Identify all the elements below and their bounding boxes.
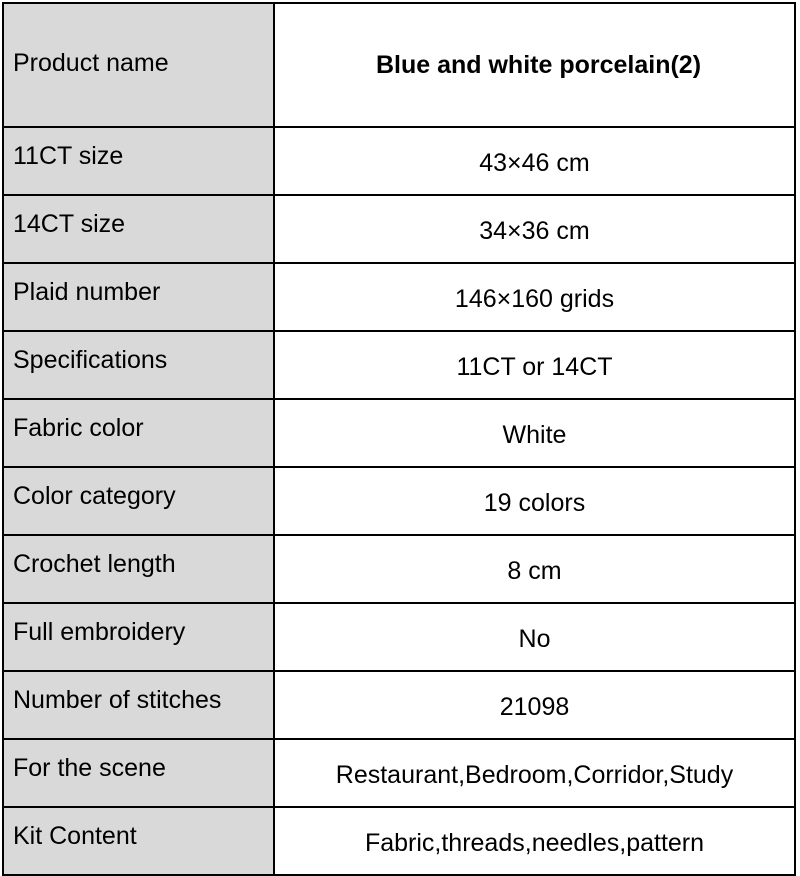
spec-label: Color category [3, 467, 274, 535]
spec-label: Full embroidery [3, 603, 274, 671]
table-row [3, 603, 795, 671]
spec-value: Restaurant,Bedroom,Corridor,Study [274, 739, 795, 807]
spec-value: No [274, 603, 795, 671]
table-row [3, 671, 795, 739]
product-name-label: Product name [3, 3, 274, 127]
spec-label: 11CT size [3, 127, 274, 195]
spec-value: 21098 [274, 671, 795, 739]
spec-value: 43×46 cm [274, 127, 795, 195]
table-row [3, 195, 795, 263]
spec-value: 19 colors [274, 467, 795, 535]
table-row [3, 807, 795, 875]
table-row [3, 467, 795, 535]
spec-label: Number of stitches [3, 671, 274, 739]
spec-label: For the scene [3, 739, 274, 807]
spec-label: Plaid number [3, 263, 274, 331]
spec-label: Fabric color [3, 399, 274, 467]
spec-label: 14CT size [3, 195, 274, 263]
spec-value: 146×160 grids [274, 263, 795, 331]
table-row [3, 739, 795, 807]
spec-value: 8 cm [274, 535, 795, 603]
spec-value: Fabric,threads,needles,pattern [274, 807, 795, 875]
table-row [3, 535, 795, 603]
spec-label: Specifications [3, 331, 274, 399]
product-spec-table [2, 2, 796, 876]
spec-label: Crochet length [3, 535, 274, 603]
table-row [3, 399, 795, 467]
product-name-value: Blue and white porcelain(2) [274, 3, 795, 127]
spec-value: 34×36 cm [274, 195, 795, 263]
table-row [3, 127, 795, 195]
spec-value: 11CT or 14CT [274, 331, 795, 399]
spec-label: Kit Content [3, 807, 274, 875]
spec-value: White [274, 399, 795, 467]
table-row [3, 3, 795, 127]
table-row [3, 263, 795, 331]
table-row [3, 331, 795, 399]
